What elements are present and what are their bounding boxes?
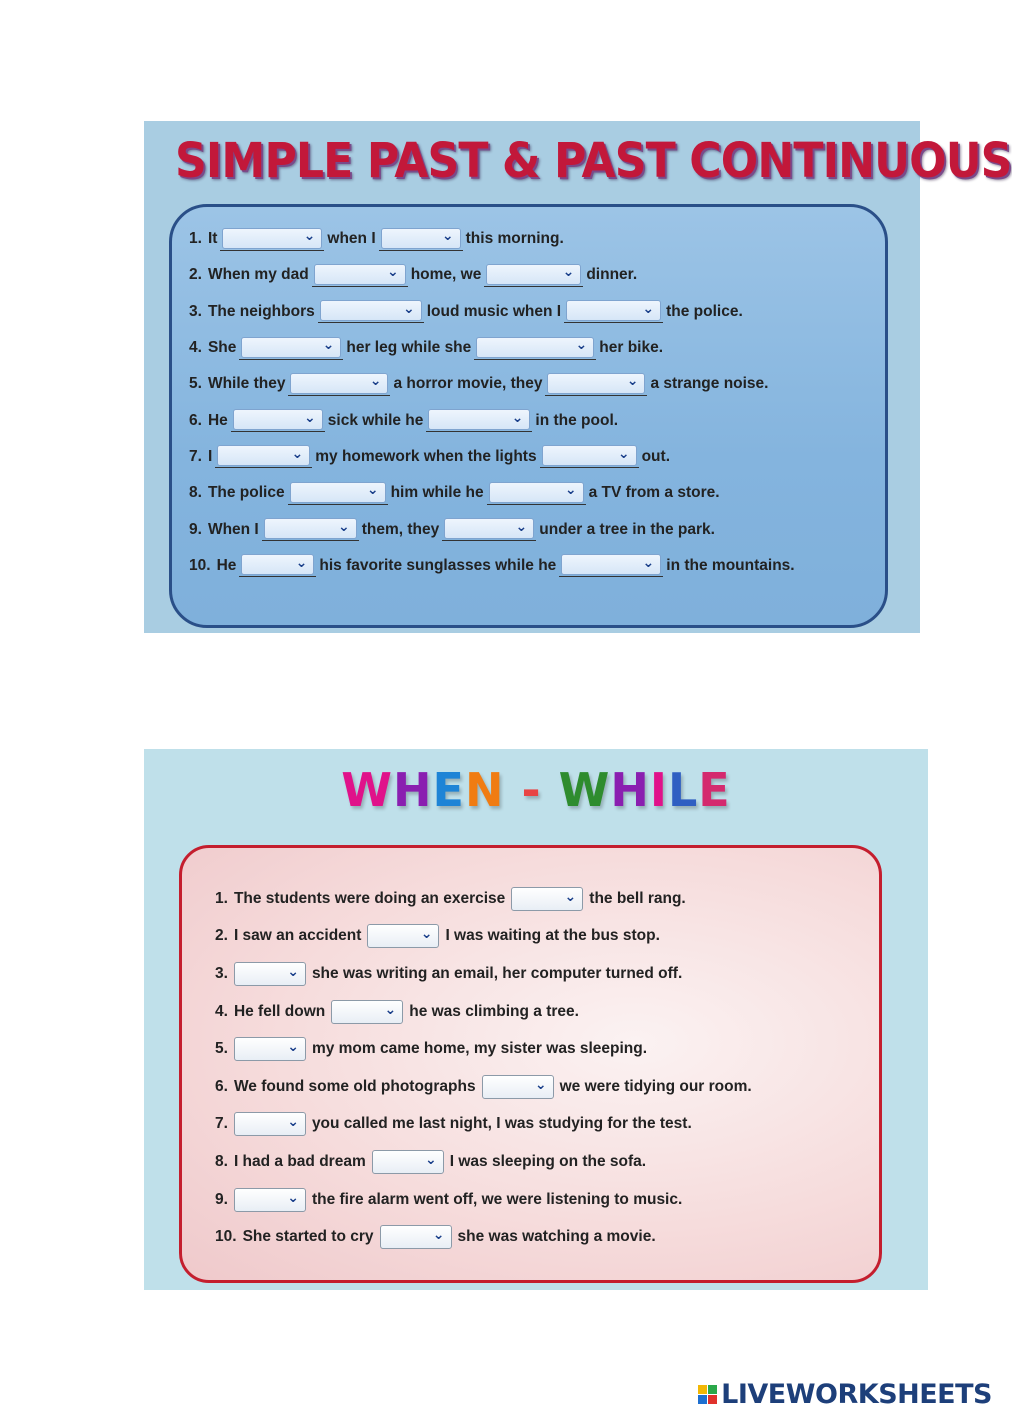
blank-line <box>318 300 424 323</box>
verb-dropdown[interactable] <box>542 445 637 466</box>
chevron-down-icon: ⌄ <box>295 553 308 570</box>
row-text: He <box>216 556 237 574</box>
verb-dropdown[interactable] <box>486 264 581 285</box>
exercise2-row <box>212 1218 862 1256</box>
row-number: 6. <box>189 411 202 429</box>
row-number: 3. <box>189 302 202 320</box>
row-text: I was sleeping on the sofa. <box>449 1152 647 1170</box>
verb-dropdown[interactable] <box>476 337 594 358</box>
verb-dropdown[interactable] <box>566 300 661 321</box>
exercise2-row <box>212 1030 862 1068</box>
row-text: I was waiting at the bus stop. <box>445 927 660 945</box>
row-text: She <box>207 339 237 357</box>
verb-dropdown[interactable] <box>489 482 584 503</box>
row-number: 4. <box>215 1002 228 1020</box>
verb-dropdown[interactable] <box>217 445 310 466</box>
exercise2-row <box>212 993 862 1031</box>
row-number: 9. <box>189 520 202 538</box>
exercise2-row <box>212 880 862 918</box>
verb-dropdown[interactable] <box>444 518 534 539</box>
row-number: 4. <box>189 339 202 357</box>
verb-dropdown[interactable] <box>320 300 422 321</box>
blank-line <box>540 445 639 468</box>
chevron-down-icon: ⌄ <box>432 1226 445 1243</box>
row-number: 7. <box>189 447 202 465</box>
chevron-down-icon: ⌄ <box>287 1038 299 1055</box>
row-number: 8. <box>189 484 202 502</box>
row-text: them, they <box>361 520 440 538</box>
row-text: I had a bad dream <box>233 1152 366 1170</box>
row-text: I saw an accident <box>233 927 362 945</box>
liveworksheets-logo <box>698 1378 992 1410</box>
chevron-down-icon: ⌄ <box>515 517 528 534</box>
logo-text: LIVEWORKSHEETS <box>721 1378 992 1410</box>
title-letter: H <box>393 763 433 817</box>
verb-dropdown[interactable] <box>222 228 322 249</box>
blank-line <box>215 445 312 468</box>
exercise1-row <box>186 221 876 257</box>
chevron-down-icon: ⌄ <box>403 299 415 316</box>
verb-dropdown[interactable] <box>314 264 406 285</box>
title-letter <box>504 763 521 817</box>
exercise1-row <box>186 475 876 511</box>
chevron-down-icon: ⌄ <box>575 336 588 353</box>
title-letter <box>542 763 559 817</box>
chevron-down-icon: ⌄ <box>322 336 335 353</box>
chevron-down-icon: ⌄ <box>287 962 299 979</box>
blank-line <box>312 264 408 287</box>
logo-mark-icon <box>698 1385 717 1404</box>
conjunction-dropdown[interactable] <box>482 1075 554 1099</box>
blank-line <box>487 482 586 505</box>
title-letter: L <box>667 763 699 817</box>
section1-rows <box>186 221 876 584</box>
row-number: 9. <box>215 1190 228 1208</box>
chevron-down-icon: ⌄ <box>534 1075 547 1092</box>
exercise2-row <box>212 918 862 956</box>
row-text: she was watching a movie. <box>457 1228 656 1246</box>
row-text: his favorite sunglasses while he <box>319 556 557 574</box>
row-text: It <box>207 230 218 248</box>
chevron-down-icon: ⌄ <box>366 481 379 498</box>
row-text: a strange noise. <box>650 375 769 393</box>
conjunction-dropdown[interactable] <box>331 1000 403 1024</box>
conjunction-dropdown[interactable] <box>234 962 306 986</box>
blank-line <box>239 337 343 360</box>
row-text: the fire alarm went off, we were listening to music. <box>311 1190 683 1208</box>
blank-line <box>220 228 324 251</box>
exercise1-row <box>186 294 876 330</box>
row-text: He <box>207 411 228 429</box>
chevron-down-icon: ⌄ <box>384 1000 397 1017</box>
exercise2-row <box>212 1143 862 1181</box>
verb-dropdown[interactable] <box>264 518 357 539</box>
section2-title <box>144 763 928 817</box>
chevron-down-icon: ⌄ <box>386 263 399 280</box>
row-number: 6. <box>215 1077 228 1095</box>
verb-dropdown[interactable] <box>547 373 645 394</box>
logo-square <box>708 1385 717 1394</box>
exercise1-row <box>186 548 876 584</box>
chevron-down-icon: ⌄ <box>511 408 524 425</box>
when-while-section <box>144 749 928 1290</box>
blank-line <box>484 264 583 287</box>
conjunction-dropdown[interactable] <box>380 1225 452 1249</box>
exercise1-row <box>186 366 876 402</box>
chevron-down-icon: ⌄ <box>304 408 316 425</box>
row-text: While they <box>207 375 286 393</box>
chevron-down-icon: ⌄ <box>287 1188 299 1205</box>
row-number: 3. <box>215 964 228 982</box>
row-number: 2. <box>189 266 202 284</box>
conjunction-dropdown[interactable] <box>234 1037 306 1061</box>
row-text: We found some old photographs <box>233 1077 476 1095</box>
row-text: he was climbing a tree. <box>409 1002 579 1020</box>
verb-dropdown[interactable] <box>241 337 341 358</box>
verb-dropdown[interactable] <box>381 228 461 249</box>
row-text: dinner. <box>586 266 638 284</box>
blank-line <box>288 373 390 396</box>
row-text: The students were doing an exercise <box>233 889 506 907</box>
exercise2-row <box>212 1106 862 1144</box>
blank-line <box>442 518 536 541</box>
row-text: When my dad <box>207 266 309 284</box>
title-letter: E <box>698 763 731 817</box>
row-number: 5. <box>215 1040 228 1058</box>
title-letter: W <box>341 763 394 817</box>
blank-line <box>379 228 463 251</box>
title-letter: E <box>432 763 465 817</box>
verb-dropdown[interactable] <box>428 409 530 430</box>
exercise2-row <box>212 1068 862 1106</box>
verb-dropdown[interactable] <box>561 554 661 575</box>
row-text: the police. <box>666 302 743 320</box>
row-text: The police <box>207 484 285 502</box>
chevron-down-icon: ⌄ <box>425 1150 437 1167</box>
chevron-down-icon: ⌄ <box>564 481 577 498</box>
exercise1-row <box>186 402 876 438</box>
chevron-down-icon: ⌄ <box>338 517 350 534</box>
exercise1-row <box>186 330 876 366</box>
chevron-down-icon: ⌄ <box>564 887 577 904</box>
chevron-down-icon: ⌄ <box>420 925 433 942</box>
chevron-down-icon: ⌄ <box>287 1113 299 1130</box>
exercise2-row <box>212 1181 862 1219</box>
row-text: we were tidying our room. <box>559 1077 752 1095</box>
verb-dropdown[interactable] <box>290 482 386 503</box>
row-text: him while he <box>390 484 484 502</box>
chevron-down-icon: ⌄ <box>642 299 655 316</box>
section2-panel <box>179 845 882 1283</box>
conjunction-dropdown[interactable] <box>234 1188 306 1212</box>
row-number: 5. <box>189 375 202 393</box>
exercise1-row <box>186 439 876 475</box>
row-text: a TV from a store. <box>588 484 720 502</box>
chevron-down-icon: ⌄ <box>617 444 630 461</box>
exercise2-row <box>212 955 862 993</box>
row-text: in the mountains. <box>666 556 795 574</box>
logo-square <box>698 1385 707 1394</box>
row-text: He fell down <box>233 1002 326 1020</box>
exercise1-row <box>186 511 876 547</box>
chevron-down-icon: ⌄ <box>303 227 316 244</box>
row-text: I <box>207 447 213 465</box>
row-text: a horror movie, they <box>393 375 543 393</box>
title-letter: - <box>521 763 542 817</box>
conjunction-dropdown[interactable] <box>367 924 439 948</box>
row-text: home, we <box>410 266 482 284</box>
title-letter: W <box>558 763 611 817</box>
blank-line <box>231 409 325 432</box>
logo-square <box>708 1395 717 1404</box>
chevron-down-icon: ⌄ <box>369 372 382 389</box>
chevron-down-icon: ⌄ <box>642 553 655 570</box>
blank-line <box>559 554 663 577</box>
title-letter: I <box>649 763 668 817</box>
blank-line <box>288 482 388 505</box>
row-number: 1. <box>215 889 228 907</box>
row-text: out. <box>641 447 670 465</box>
row-number: 8. <box>215 1152 228 1170</box>
row-text: her bike. <box>599 339 664 357</box>
simple-past-section <box>144 121 1012 633</box>
row-text: my mom came home, my sister was sleeping. <box>311 1040 648 1058</box>
section1-panel <box>169 204 888 628</box>
chevron-down-icon: ⌄ <box>291 444 304 461</box>
row-text: my homework when the lights <box>315 447 537 465</box>
row-text: under a tree in the park. <box>539 520 715 538</box>
exercise1-row <box>186 257 876 293</box>
row-text: She started to cry <box>242 1228 374 1246</box>
row-text: she was writing an email, her computer turned off. <box>311 964 683 982</box>
row-text: this morning. <box>465 230 564 248</box>
conjunction-dropdown[interactable] <box>511 887 583 911</box>
verb-dropdown[interactable] <box>241 554 314 575</box>
blank-line <box>426 409 532 432</box>
blank-line <box>545 373 647 396</box>
row-text: when I <box>327 230 376 248</box>
row-number: 10. <box>215 1228 237 1246</box>
row-text: sick while he <box>327 411 424 429</box>
logo-square <box>698 1395 707 1404</box>
row-text: When I <box>207 520 259 538</box>
row-text: loud music when I <box>426 302 562 320</box>
row-text: the bell rang. <box>589 889 686 907</box>
row-number: 10. <box>189 556 211 574</box>
row-text: you called me last night, I was studying for the test. <box>311 1115 692 1133</box>
chevron-down-icon: ⌄ <box>562 263 575 280</box>
conjunction-dropdown[interactable] <box>372 1150 444 1174</box>
chevron-down-icon: ⌄ <box>441 227 454 244</box>
section1-title: SIMPLE PAST & PAST CONTINUOUS <box>175 133 1012 189</box>
title-letter: N <box>464 763 505 817</box>
row-text: The neighbors <box>207 302 315 320</box>
blank-line <box>474 337 596 360</box>
row-number: 1. <box>189 230 202 248</box>
blank-line <box>564 300 663 323</box>
blank-line <box>262 518 359 541</box>
chevron-down-icon: ⌄ <box>626 372 639 389</box>
blank-line <box>239 554 316 577</box>
row-number: 7. <box>215 1115 228 1133</box>
row-number: 2. <box>215 927 228 945</box>
row-text: in the pool. <box>535 411 619 429</box>
verb-dropdown[interactable] <box>233 409 323 430</box>
row-text: her leg while she <box>346 339 472 357</box>
verb-dropdown[interactable] <box>290 373 388 394</box>
conjunction-dropdown[interactable] <box>234 1112 306 1136</box>
section2-rows <box>212 880 862 1256</box>
title-letter: H <box>610 763 650 817</box>
